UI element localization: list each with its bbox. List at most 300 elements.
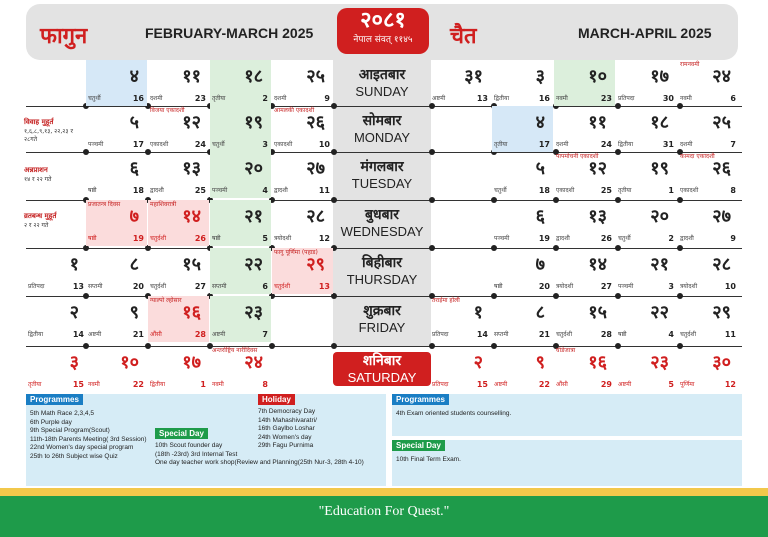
chaitra-day-cell (678, 346, 739, 392)
list-item: 4th Exam oriented students counselling. (396, 410, 512, 417)
nepali-date: २२ (244, 254, 263, 275)
weekday-saturday (333, 352, 431, 386)
chaitra-day-cell (678, 106, 739, 152)
weekday-english: TUESDAY (351, 176, 413, 191)
nepali-date: १७ (650, 66, 669, 87)
chaitra-day-cell (492, 296, 553, 342)
nepali-date: ३ (535, 66, 545, 87)
festival-note: अन्तर्राष्ट्रिय नारीदिवस (212, 347, 258, 354)
english-date: 16 (538, 94, 550, 103)
tithi: तृतीया (618, 187, 632, 194)
falgun-day-cell (86, 248, 147, 294)
chaitra-day-cell (492, 152, 553, 198)
english-date: 1 (200, 380, 206, 389)
english-date: 7 (262, 330, 268, 339)
nepali-date: ७ (535, 254, 545, 275)
list-item: 10th Final Term Exam. (396, 456, 461, 463)
weekday-english: WEDNESDAY (340, 224, 424, 239)
nepali-date: २० (650, 206, 669, 227)
festival-note: विजया एकादशी (150, 107, 185, 114)
nepali-date: २७ (712, 206, 731, 227)
tithi: चतुर्थी (618, 235, 631, 242)
grid-dot (429, 245, 435, 251)
falgun-day-cell (272, 200, 333, 246)
english-date: 10 (724, 282, 736, 291)
nepali-date: २४ (244, 352, 263, 373)
bratabandha-note-title: व्रतबन्ध मुहूर्त (24, 212, 57, 220)
tithi: अष्टमी (212, 331, 226, 338)
nepali-date: ११ (588, 112, 607, 133)
weekday-nepali: बिहीबार (361, 255, 403, 271)
tithi: एकादशी (680, 187, 699, 194)
tithi: षष्ठी (618, 331, 627, 338)
chaitra-day-cell (554, 106, 615, 152)
falgun-day-cell (210, 248, 271, 294)
list-item: 14th Mahashivaratri/ (258, 416, 317, 424)
festival-note: घोडेजात्रा (556, 347, 576, 354)
tithi: चतुर्थी (212, 141, 225, 148)
english-date: 11 (318, 186, 330, 195)
chaitra-day-cell (616, 200, 677, 246)
english-date: 2 (668, 234, 674, 243)
nepali-date: १२ (182, 112, 201, 133)
falgun-day-cell (26, 296, 87, 342)
festival-note: रामनवमी (680, 61, 700, 68)
falgun-day-cell (148, 200, 209, 246)
english-date: 8 (730, 186, 736, 195)
weekday-tuesday (333, 158, 431, 192)
weekday-english: SUNDAY (355, 84, 409, 99)
falgun-day-cell (210, 60, 271, 106)
falgun-day-cell (210, 152, 271, 198)
festival-note: फागु पूर्णिमा (पहाड) (274, 249, 318, 256)
tithi: अष्टमी (88, 331, 102, 338)
nepali-date: ६ (535, 206, 545, 227)
tithi: प्रतिपदा (618, 95, 635, 102)
weekday-english: MONDAY (353, 130, 411, 145)
tithi: एकादशी (556, 187, 575, 194)
falgun-day-cell (148, 152, 209, 198)
english-date: 2 (262, 94, 268, 103)
tithi: द्वादशी (274, 187, 288, 194)
tithi: षष्ठी (88, 235, 97, 242)
tithi: औंसी (150, 331, 162, 338)
nepali-date: २८ (306, 206, 325, 227)
tithi: पञ्चमी (88, 141, 104, 148)
nepali-date: २ (473, 352, 483, 373)
falgun-day-cell (272, 152, 333, 198)
english-date: 9 (324, 94, 330, 103)
footer (0, 496, 768, 537)
tithi: सप्तमी (212, 283, 227, 290)
nepali-date: २८ (712, 254, 731, 275)
nepali-date: १४ (182, 206, 201, 227)
nepali-date: २९ (306, 254, 325, 275)
nepali-date: १८ (244, 66, 263, 87)
special-day-left-title: Special Day (155, 428, 208, 439)
annaprashan-note (24, 166, 82, 183)
tithi: त्रयोदशी (556, 283, 574, 290)
nepali-date: ३ (69, 352, 79, 373)
english-date: 4 (262, 186, 268, 195)
english-date: 5 (668, 380, 674, 389)
chaitra-day-cell (678, 296, 739, 342)
falgun-day-cell (86, 296, 147, 342)
chaitra-day-cell (492, 346, 553, 392)
falgun-day-cell (86, 60, 147, 106)
festival-note: पापमोचनी एकादशी (556, 153, 599, 160)
tithi: षष्ठी (212, 235, 221, 242)
tithi: प्रतिपदा (432, 381, 449, 388)
nepali-date: १४ (588, 254, 607, 275)
list-item: 5th Math Race 2,3,4,5 (30, 410, 94, 417)
nepali-date: २६ (306, 112, 325, 133)
list-item: (18th -23rd) 3rd Internal Test (155, 450, 238, 458)
weekday-nepali: आइतबार (358, 67, 406, 83)
falgun-day-cell (26, 346, 87, 392)
nepali-date: ४ (129, 66, 139, 87)
nepali-date: १२ (588, 158, 607, 179)
weekday-monday (333, 112, 431, 146)
english-date: 25 (600, 186, 612, 195)
weekday-english: THURSDAY (346, 272, 418, 287)
footer-stripe (0, 488, 768, 496)
tithi: दशमी (680, 141, 693, 148)
falgun-day-cell (148, 106, 209, 152)
chaitra-day-cell (554, 60, 615, 106)
marriage-note-text: १,६,८,९,१३, २२,२३ र २८गते (24, 128, 73, 143)
list-item: One day teacher work shop(Review and Planning(25th Nur-3, 28th 4-10) (155, 459, 364, 466)
tithi: षष्ठी (494, 283, 503, 290)
special-day-right-title: Special Day (392, 440, 445, 451)
falgun-day-cell (86, 346, 147, 392)
programmes-right-title: Programmes (392, 394, 449, 405)
english-date: 6 (262, 282, 268, 291)
english-date: 10 (318, 140, 330, 149)
nepali-date: १९ (244, 112, 263, 133)
nepali-date: ८ (535, 302, 545, 323)
nepali-date: १३ (182, 158, 201, 179)
weekday-nepali: सोमबार (362, 113, 402, 129)
falgun-day-cell (148, 346, 209, 392)
english-date: 31 (662, 140, 674, 149)
chaitra-day-cell (492, 106, 553, 152)
english-date: 11 (724, 330, 736, 339)
english-date: 15 (72, 380, 84, 389)
tithi: नवमी (88, 381, 100, 388)
nepali-date: ५ (129, 112, 139, 133)
english-date: 1 (668, 186, 674, 195)
english-date: 30 (662, 94, 674, 103)
nepali-date: १६ (182, 302, 201, 323)
english-date: 28 (600, 330, 612, 339)
chaitra-day-cell (616, 346, 677, 392)
tithi: दशमी (150, 95, 163, 102)
tithi: प्रतिपदा (28, 283, 45, 290)
tithi: चतुर्दशी (556, 331, 573, 338)
english-date: 17 (538, 140, 550, 149)
weekday-thursday (333, 254, 431, 288)
weekday-nepali: बुधबार (365, 207, 399, 223)
english-date: 29 (600, 380, 612, 389)
chaitra-day-cell (554, 346, 615, 392)
weekday-nepali: शनिबार (362, 353, 402, 369)
tithi: अष्टमी (494, 381, 508, 388)
tithi: प्रतिपदा (432, 331, 449, 338)
tithi: तृतीया (494, 141, 508, 148)
nepali-date: ५ (535, 158, 545, 179)
left-month-english: FEBRUARY-MARCH 2025 (145, 25, 314, 41)
english-date: 12 (318, 234, 330, 243)
nepali-date: २५ (712, 112, 731, 133)
english-date: 24 (194, 140, 206, 149)
tithi: तृतीया (212, 95, 226, 102)
tithi: द्वादशी (150, 187, 164, 194)
falgun-day-cell (210, 346, 271, 392)
nepali-date: २१ (244, 206, 263, 227)
english-date: 13 (318, 282, 330, 291)
right-month-nepali: चैत (450, 24, 477, 49)
english-date: 12 (724, 380, 736, 389)
nepali-date: ११ (182, 66, 201, 87)
tithi: पञ्चमी (618, 283, 634, 290)
falgun-day-cell (26, 248, 87, 294)
nepali-date: २ (69, 302, 79, 323)
tithi: चतुर्दशी (680, 331, 697, 338)
festival-note: आमलकी एकादशी (274, 107, 315, 114)
english-date: 23 (600, 94, 612, 103)
bratabandha-note (24, 212, 82, 229)
weekday-friday (333, 302, 431, 336)
list-item: 9th Special Program(Scout) (30, 427, 110, 434)
english-date: 19 (132, 234, 144, 243)
english-date: 5 (262, 234, 268, 243)
falgun-day-cell (86, 200, 147, 246)
tithi: नवमी (556, 95, 568, 102)
festival-note: प्रजातन्त्र दिवस (88, 201, 121, 208)
tithi: अष्टमी (432, 95, 446, 102)
holiday-list (258, 408, 317, 451)
english-date: 22 (132, 380, 144, 389)
english-date: 22 (538, 380, 550, 389)
weekday-wednesday (333, 206, 431, 240)
year-badge (337, 8, 429, 54)
chaitra-day-cell (678, 248, 739, 294)
english-date: 25 (194, 186, 206, 195)
nepali-date: ४ (535, 112, 545, 133)
chaitra-day-cell (678, 60, 739, 106)
nepali-date: १५ (588, 302, 607, 323)
chaitra-day-cell (430, 296, 491, 342)
tithi: पञ्चमी (212, 187, 228, 194)
nepali-date: १ (69, 254, 79, 275)
nepali-date: २७ (306, 158, 325, 179)
nepali-date: २३ (650, 352, 669, 373)
footer-motto: "Education For Quest." (318, 504, 450, 519)
nepali-date: २२ (650, 302, 669, 323)
falgun-day-cell (210, 296, 271, 342)
english-date: 15 (476, 380, 488, 389)
list-item: 11th-18th Parents Meeting( 3rd Session) (30, 435, 147, 443)
english-date: 4 (668, 330, 674, 339)
nepali-date: १८ (650, 112, 669, 133)
falgun-day-cell (148, 60, 209, 106)
english-date: 18 (132, 186, 144, 195)
tithi: सप्तमी (88, 283, 103, 290)
english-date: 21 (132, 330, 144, 339)
tithi: दशमी (556, 141, 569, 148)
tithi: द्वितीया (494, 95, 510, 102)
marriage-note-title: विवाह मुहूर्त (24, 118, 54, 126)
list-item: 24th Women's day (258, 433, 312, 441)
bratabandha-note-text: २ र २२ गते (24, 222, 49, 229)
festival-note: ग्याल्पो ल्होसार (150, 297, 182, 304)
falgun-day-cell (148, 248, 209, 294)
festival-note: महाशिवरात्री (150, 201, 177, 208)
english-date: 19 (538, 234, 550, 243)
nepali-date: १ (473, 302, 483, 323)
tithi: नवमी (212, 381, 224, 388)
weekday-sunday (333, 66, 431, 100)
chaitra-day-cell (430, 346, 491, 392)
weekday-nepali: मंगलबार (360, 159, 404, 175)
tithi: चतुर्दशी (150, 283, 167, 290)
tithi: द्वितीया (28, 331, 44, 338)
weekday-english: SATURDAY (347, 370, 417, 385)
english-date: 14 (476, 330, 488, 339)
chaitra-day-cell (616, 60, 677, 106)
english-date: 8 (262, 380, 268, 389)
festival-note: तराईमा होली (432, 297, 460, 304)
list-item: 25th to 26th Subject wise Quiz (30, 452, 118, 460)
tithi: औंसी (556, 381, 568, 388)
chaitra-day-cell (616, 152, 677, 198)
chaitra-day-cell (554, 296, 615, 342)
falgun-day-cell (210, 200, 271, 246)
nepali-date: ८ (129, 254, 139, 275)
english-date: 26 (600, 234, 612, 243)
chaitra-day-cell (492, 248, 553, 294)
nepali-date: १३ (588, 206, 607, 227)
falgun-day-cell (272, 248, 333, 294)
english-date: 3 (668, 282, 674, 291)
grid-dot (331, 343, 337, 349)
nepali-date: १० (120, 352, 139, 373)
english-date: 17 (132, 140, 144, 149)
chaitra-day-cell (492, 60, 553, 106)
tithi: एकादशी (274, 141, 293, 148)
english-date: 20 (538, 282, 550, 291)
chaitra-day-cell (554, 152, 615, 198)
year-number: २०८१ (360, 8, 406, 33)
special-day-right-list (396, 456, 461, 465)
tithi: द्वितीया (618, 141, 634, 148)
chaitra-day-cell (430, 60, 491, 106)
english-date: 7 (730, 140, 736, 149)
nepal-sambat: नेपाल संवत् ११४५ (353, 35, 413, 45)
chaitra-day-cell (678, 152, 739, 198)
nepali-date: ७ (129, 206, 139, 227)
english-date: 27 (194, 282, 206, 291)
right-month-english: MARCH-APRIL 2025 (578, 25, 712, 41)
nepali-date: ३१ (464, 66, 483, 87)
english-date: 13 (72, 282, 84, 291)
chaitra-day-cell (554, 248, 615, 294)
nepali-date: ३० (712, 352, 731, 373)
english-date: 18 (538, 186, 550, 195)
chaitra-day-cell (492, 200, 553, 246)
nepali-date: २३ (244, 302, 263, 323)
english-date: 6 (730, 94, 736, 103)
falgun-day-cell (272, 106, 333, 152)
nepali-date: ९ (129, 302, 139, 323)
weekday-nepali: शुक्रबार (363, 303, 401, 319)
tithi: चतुर्दशी (150, 235, 167, 242)
tithi: त्रयोदशी (274, 235, 292, 242)
english-date: 9 (730, 234, 736, 243)
falgun-day-cell (210, 106, 271, 152)
tithi: पूर्णिमा (680, 381, 695, 388)
nepali-date: २० (244, 158, 263, 179)
english-date: 21 (538, 330, 550, 339)
english-date: 28 (194, 330, 206, 339)
holiday-title: Holiday (258, 394, 295, 405)
nepali-date: १९ (650, 158, 669, 179)
english-date: 27 (600, 282, 612, 291)
nepali-date: ६ (129, 158, 139, 179)
nepali-date: २५ (306, 66, 325, 87)
list-item: 29th Fagu Purnima (258, 442, 314, 449)
tithi: नवमी (680, 95, 692, 102)
programmes-left-list (30, 410, 147, 461)
english-date: 16 (132, 94, 144, 103)
marriage-note (24, 118, 82, 143)
nepali-date: २६ (712, 158, 731, 179)
chaitra-day-cell (554, 200, 615, 246)
left-month-nepali: फागुन (40, 24, 88, 49)
falgun-day-cell (148, 296, 209, 342)
tithi: सप्तमी (494, 331, 509, 338)
falgun-day-cell (86, 152, 147, 198)
programmes-right-list (396, 410, 511, 419)
falgun-day-cell (272, 60, 333, 106)
nepali-date: २४ (712, 66, 731, 87)
chaitra-day-cell (616, 106, 677, 152)
list-item: 16th Gaylbo Loshar (258, 425, 315, 432)
list-item: 7th Democracy Day (258, 408, 316, 415)
chaitra-day-cell (678, 200, 739, 246)
tithi: दशमी (274, 95, 287, 102)
annaprashan-note-title: अन्नप्राशन (24, 166, 48, 174)
annaprashan-note-text: १४ र २२ गते (24, 176, 52, 183)
tithi: चतुर्थी (88, 95, 101, 102)
tithi: तृतीया (28, 381, 42, 388)
nepali-date: १५ (182, 254, 201, 275)
english-date: 24 (600, 140, 612, 149)
grid-dot (429, 149, 435, 155)
english-date: 26 (194, 234, 206, 243)
chaitra-day-cell (616, 296, 677, 342)
tithi: द्वितीया (150, 381, 166, 388)
chaitra-day-cell (616, 248, 677, 294)
falgun-day-cell (86, 106, 147, 152)
nepali-date: ९ (535, 352, 545, 373)
tithi: षष्ठी (88, 187, 97, 194)
weekday-english: FRIDAY (358, 320, 406, 335)
festival-note: कामदा एकादशी (680, 153, 715, 160)
english-date: 14 (72, 330, 84, 339)
tithi: अष्टमी (618, 381, 632, 388)
